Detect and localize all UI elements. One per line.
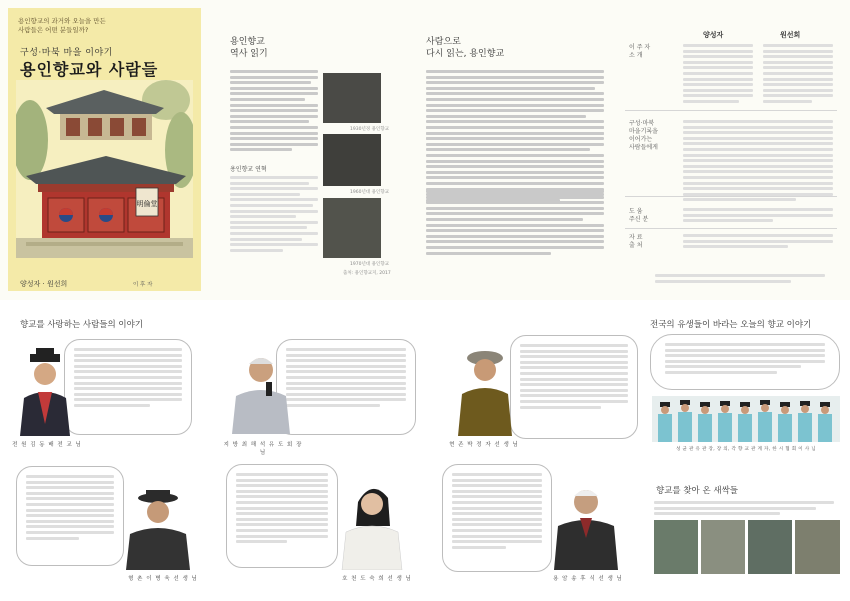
national-heading: 전국의 유생들이 바라는 오늘의 향교 이야기 xyxy=(650,320,812,330)
person-name-5: 호 천 도 숙 희 선 생 님 xyxy=(342,576,412,582)
person-name-1: 전 원 김 동 배 전 교 님 xyxy=(12,442,82,448)
table-row-label-1: 이 주 자 소 개 xyxy=(629,44,651,59)
history-title-1: 용인향교 xyxy=(230,37,265,47)
person-photo-6 xyxy=(548,478,624,570)
person-figure-5 xyxy=(336,478,408,570)
stories-heading: 향교를 사랑하는 사람들의 이야기 xyxy=(20,320,144,330)
national-bubble xyxy=(650,334,840,390)
history-caption-2: 1960년대 용인향교 xyxy=(350,190,389,195)
cover-illustration xyxy=(16,80,193,258)
children-body-text xyxy=(654,501,834,518)
table-cell-1b xyxy=(763,44,833,106)
scholars-figures xyxy=(652,396,840,442)
person-figure-3 xyxy=(450,344,520,436)
person-figure-4 xyxy=(122,488,194,570)
story-bubble-1 xyxy=(64,339,192,435)
history-body-text xyxy=(230,70,318,154)
children-photo-4 xyxy=(795,520,840,574)
person-figure-2 xyxy=(226,348,296,434)
history-heading xyxy=(230,36,268,60)
cover-authors: 양성자 · 원선희 xyxy=(20,280,68,288)
table-cell-4 xyxy=(683,234,833,251)
table-row-label-4: 자 료 출 처 xyxy=(629,234,643,249)
person-name-6: 용 암 송 후 식 선 생 님 xyxy=(553,576,623,582)
table-header-1: 양성자 xyxy=(703,31,724,39)
history-title-2: 역사 읽기 xyxy=(230,49,268,59)
people-body-text-3 xyxy=(426,190,604,257)
history-subhead: 용인향교 연혁 xyxy=(230,166,267,173)
history-caption-1: 1930년경 용인향교 xyxy=(350,127,389,132)
cover-title: 용인향교와 사람들 xyxy=(20,60,159,79)
person-figure-6 xyxy=(548,478,624,570)
info-table xyxy=(615,30,840,280)
person-photo-3 xyxy=(450,344,520,436)
table-divider-1 xyxy=(625,110,837,111)
cover-subtitle: 용인향교의 과거와 오늘을 만든 사람들은 어떤 분들일까? xyxy=(18,17,106,34)
brochure-spread xyxy=(0,0,850,300)
cover-role: 이 후 자 xyxy=(133,282,153,288)
story-bubble-4 xyxy=(16,466,124,566)
table-cell-1a xyxy=(683,44,753,106)
cover-kicker: 구성·마북 마을 이야기 xyxy=(20,48,113,58)
person-name-4: 형 촌 이 병 욱 선 생 님 xyxy=(128,576,198,582)
history-photo-3 xyxy=(323,198,381,258)
table-cell-3 xyxy=(683,208,833,225)
table-divider-2 xyxy=(625,196,837,197)
national-group-photo xyxy=(652,396,840,442)
person-figure-1 xyxy=(14,348,76,436)
history-photo-1 xyxy=(323,73,381,123)
story-bubble-6 xyxy=(442,464,552,572)
person-photo-1 xyxy=(14,348,76,436)
person-photo-2 xyxy=(226,348,296,434)
table-header-2: 원선희 xyxy=(780,31,801,39)
story-bubble-3 xyxy=(510,335,638,439)
national-photo-caption: 성 균 관 유 관 장, 장 의, 각 향 교 관 계 자, 한 시 협 회 이 사 님 xyxy=(676,447,816,452)
table-footer-note xyxy=(655,274,825,285)
table-row-label-2: 구성·마북 마을기록을 이어가는 사람들에게 xyxy=(629,120,658,151)
person-photo-4 xyxy=(122,488,194,570)
table-cell-2 xyxy=(683,120,833,204)
story-bubble-5 xyxy=(226,464,338,568)
history-timeline-text xyxy=(230,176,318,254)
children-photo-1 xyxy=(654,520,698,574)
person-photo-5 xyxy=(336,478,408,570)
stories-page xyxy=(0,306,850,601)
gate-sign: 明倫堂 xyxy=(136,200,158,208)
children-photos xyxy=(654,520,840,574)
children-heading: 향교를 찾아 온 새싹들 xyxy=(656,486,739,496)
people-title-1: 사람으로 xyxy=(426,37,461,47)
story-bubble-2 xyxy=(276,339,416,435)
history-photo-2 xyxy=(323,134,381,186)
cover-panel xyxy=(8,8,201,291)
person-name-3: 현 존 박 정 자 선 생 님 xyxy=(449,442,519,448)
table-row-label-3: 도 움 주신 분 xyxy=(629,208,649,223)
person-name-2: 지 방 최 해 석 유 도 회 장 님 xyxy=(223,442,303,456)
children-photo-3 xyxy=(748,520,792,574)
history-caption-3: 1970년대 용인향교 xyxy=(350,262,389,267)
people-title-2: 다시 읽는, 용인향교 xyxy=(426,49,505,59)
people-heading xyxy=(426,36,504,60)
history-source: 출처: 용인향교지, 2017 xyxy=(343,271,391,276)
children-photo-2 xyxy=(701,520,745,574)
table-divider-3 xyxy=(625,228,837,229)
